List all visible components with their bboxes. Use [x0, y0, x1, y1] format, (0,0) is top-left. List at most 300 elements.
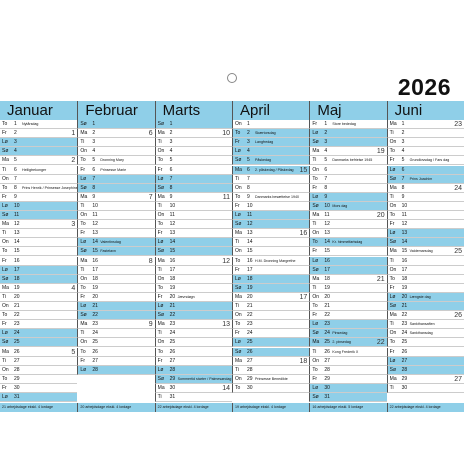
day-number: 8 [14, 184, 17, 191]
weekday-label: Sø [389, 175, 397, 182]
day-row [77, 320, 154, 329]
day-row [232, 275, 309, 284]
day-number: 19 [324, 284, 330, 291]
day-number: 5 [169, 157, 173, 164]
day-number: 1 [247, 121, 250, 127]
weekday-label: Ti [80, 266, 85, 273]
weekday-label: Sø [312, 139, 319, 146]
weekday-label: Ma [235, 166, 242, 173]
month-header: Februar [77, 101, 154, 120]
month-footer: 22 arbejdsdage ekskl. 4 lordage [155, 403, 232, 412]
day-number: 14 [324, 239, 330, 246]
weekday-label: Fr [389, 221, 395, 228]
day-number: 28 [169, 366, 176, 373]
day-number: 6 [14, 166, 17, 173]
day-number: 10 [401, 202, 408, 209]
day-row [309, 229, 386, 238]
weekday-label: Fr [312, 248, 318, 255]
day-row [309, 247, 386, 256]
day-number: 15 [324, 248, 330, 255]
month-footer: 20 arbejdsdage ekskl. 4 lordage [77, 403, 154, 412]
weekday-label: On [389, 330, 397, 337]
day-number: 27 [92, 357, 98, 364]
day-row [309, 275, 386, 284]
weekday-label: Fr [389, 284, 395, 291]
day-number: 24 [14, 330, 20, 337]
day-number: 22 [324, 312, 330, 319]
weekday-label: Sø [2, 212, 9, 218]
week-number: 5 [71, 348, 76, 356]
weekday-label: Sø [80, 184, 87, 191]
weekday-label: Ti [235, 239, 239, 246]
day-row [77, 184, 154, 193]
day-number: 20 [169, 293, 176, 300]
day-number: 6 [169, 166, 173, 173]
day-row [0, 166, 77, 175]
day-row [77, 357, 154, 366]
month-header: Maj [309, 101, 386, 120]
day-number: 23 [14, 321, 20, 328]
day-number: 8 [247, 184, 250, 191]
day-number: 13 [247, 230, 253, 237]
weekday-label: Ti [80, 202, 85, 209]
day-number: 29 [324, 375, 330, 382]
weekday-label: Ti [157, 266, 162, 273]
day-row [0, 375, 77, 384]
weekday-label: To [80, 348, 86, 355]
day-row [387, 156, 464, 165]
day-row [387, 166, 464, 175]
weekday-label: Lø [157, 239, 164, 246]
week-number: 17 [299, 293, 308, 301]
calendar-grid [0, 101, 464, 410]
day-number: 30 [401, 384, 408, 391]
weekday-label: To [235, 384, 241, 391]
weekday-label: Sø [389, 303, 397, 309]
weekday-label: Ma [389, 184, 397, 191]
weekday-label: Ti [157, 202, 162, 209]
weekday-label: Ma [389, 312, 397, 319]
day-number: 14 [401, 239, 408, 246]
day-note: Pinsedag [332, 331, 348, 336]
weekday-label: Sø [80, 312, 87, 319]
day-row [77, 238, 154, 247]
weekday-label: Sø [80, 121, 87, 127]
weekday-label: To [235, 321, 241, 328]
day-row [0, 329, 77, 338]
day-number: 26 [324, 348, 330, 355]
day-row [155, 202, 232, 211]
weekday-label: To [312, 175, 318, 182]
day-number: 15 [401, 248, 408, 255]
weekday-label: Ma [157, 193, 165, 200]
day-number: 18 [324, 275, 330, 282]
day-row [155, 238, 232, 247]
day-row [77, 193, 154, 202]
week-number: 26 [454, 312, 462, 320]
day-row [309, 129, 386, 138]
day-number: 27 [324, 357, 330, 364]
day-row [232, 202, 309, 211]
day-note: H.M. Dronning Margrethe [255, 258, 296, 263]
day-row [155, 329, 232, 338]
day-row [155, 284, 232, 293]
day-number: 22 [92, 312, 98, 319]
day-row [77, 220, 154, 229]
weekday-label: Ma [2, 221, 9, 228]
weekday-label: On [235, 121, 242, 127]
day-note: Kong Frederik X [332, 349, 359, 354]
day-row [155, 138, 232, 147]
day-number: 30 [14, 384, 20, 391]
day-number: 22 [169, 312, 176, 319]
day-row [309, 211, 386, 220]
weekday-label: Ti [389, 257, 394, 264]
day-row [387, 211, 464, 220]
day-number: 25 [401, 339, 408, 346]
day-row [309, 311, 386, 320]
week-number: 2 [71, 157, 76, 165]
day-row [77, 166, 154, 175]
weekday-label: Sø [157, 312, 165, 319]
day-note: Valentinsdag [100, 240, 121, 245]
day-row [309, 257, 386, 266]
day-number: 4 [324, 148, 328, 155]
day-row [309, 120, 386, 129]
weekday-label: To [2, 121, 8, 127]
weekday-label: Sø [157, 121, 165, 127]
day-row [309, 338, 386, 347]
day-number: 7 [14, 175, 17, 182]
weekday-label: To [157, 348, 163, 355]
day-number: 3 [401, 139, 405, 146]
weekday-label: Ma [312, 212, 320, 218]
day-row [309, 357, 386, 366]
weekday-label: Lø [312, 321, 319, 328]
week-number: 4 [71, 284, 76, 292]
week-number: 19 [376, 148, 385, 156]
day-number: 12 [169, 221, 176, 228]
day-note: Prins Henrik / Prinsesse Josephine [22, 185, 78, 190]
weekday-label: Ma [157, 384, 165, 391]
weekday-label: Fr [2, 193, 7, 200]
day-number: 5 [92, 157, 96, 164]
day-row [309, 375, 386, 384]
weekday-label: Ma [80, 193, 88, 200]
day-number: 17 [169, 266, 176, 273]
weekday-label: Ti [312, 348, 317, 355]
day-number: 1 [169, 121, 173, 127]
weekday-label: Fr [157, 166, 163, 173]
weekday-label: Ti [389, 321, 394, 328]
day-row [77, 293, 154, 302]
day-row [309, 184, 386, 193]
day-number: 27 [401, 357, 408, 364]
day-note: Danmarks besættelse 1940 [255, 194, 299, 199]
day-row [387, 284, 464, 293]
weekday-label: To [157, 221, 163, 228]
day-number: 3 [14, 139, 17, 146]
month-footer: 21 arbejdsdage ekskl. 4 lordage [0, 403, 77, 412]
day-note: Kr. himmelfartsdag [332, 240, 363, 245]
weekday-label: Fr [312, 312, 318, 319]
day-row [309, 293, 386, 302]
weekday-label: Ti [235, 303, 239, 309]
weekday-label: On [80, 148, 87, 155]
weekday-label: To [157, 284, 163, 291]
weekday-label: On [235, 248, 242, 255]
day-number: 27 [14, 357, 20, 364]
day-number: 13 [14, 230, 20, 237]
day-number: 31 [14, 394, 20, 400]
day-row [309, 193, 386, 202]
day-number: 19 [169, 284, 176, 291]
weekday-label: Ti [389, 130, 394, 137]
day-number: 15 [247, 248, 253, 255]
day-number: 22 [401, 312, 408, 319]
weekday-label: Fr [157, 357, 163, 364]
week-number: 22 [376, 339, 385, 347]
day-row [155, 384, 232, 393]
weekday-label: On [80, 275, 87, 282]
weekday-label: Fr [235, 202, 240, 209]
weekday-label: Sø [2, 148, 9, 155]
day-row [309, 266, 386, 275]
weekday-label: Lø [80, 303, 87, 309]
weekday-label: To [157, 157, 163, 164]
day-number: 29 [169, 375, 176, 382]
day-note: Danmarks befrielse 1945 [332, 158, 373, 163]
day-row [232, 302, 309, 311]
day-row [155, 257, 232, 266]
day-row [387, 384, 464, 393]
weekday-label: Ti [235, 175, 239, 182]
day-number: 11 [324, 212, 330, 218]
day-note: Jævndøgn [177, 294, 195, 299]
day-note: Længste dag [409, 294, 431, 299]
day-row [232, 384, 309, 393]
day-row [232, 211, 309, 220]
weekday-label: Sø [157, 375, 165, 382]
day-number: 13 [169, 230, 176, 237]
day-row [309, 166, 386, 175]
week-number: 23 [454, 121, 462, 128]
day-row [309, 320, 386, 329]
day-number: 22 [14, 312, 20, 319]
week-number: 9 [148, 321, 153, 329]
day-number: 1 [401, 121, 405, 127]
weekday-label: Sø [235, 348, 242, 355]
day-note: Sommertid starter / Palmesøndag [177, 376, 232, 381]
day-number: 27 [247, 357, 253, 364]
day-number: 23 [401, 321, 408, 328]
day-row [155, 275, 232, 284]
day-number: 3 [169, 139, 173, 146]
day-number: 4 [401, 148, 405, 155]
day-number: 20 [14, 293, 20, 300]
day-row [232, 184, 309, 193]
week-number: 21 [376, 275, 385, 283]
day-row [387, 129, 464, 138]
day-number: 5 [401, 157, 405, 164]
day-note: Grundlovsdag / Fars dag [409, 158, 450, 163]
day-row [0, 175, 77, 184]
day-row [232, 129, 309, 138]
week-number: 18 [299, 357, 308, 365]
week-number: 6 [148, 130, 153, 138]
weekday-label: Ti [2, 357, 6, 364]
month-header: Juni [387, 101, 464, 120]
weekday-label: Ma [235, 357, 242, 364]
day-number: 7 [169, 175, 173, 182]
day-row [0, 202, 77, 211]
day-number: 20 [247, 293, 253, 300]
day-row [77, 284, 154, 293]
month-header: Januar [0, 101, 77, 120]
weekday-label: To [2, 312, 8, 319]
day-number: 19 [14, 284, 20, 291]
weekday-label: Ti [157, 139, 162, 146]
weekday-label: On [2, 175, 9, 182]
day-number: 2 [401, 130, 405, 137]
day-number: 7 [92, 175, 96, 182]
weekday-label: Ma [389, 248, 397, 255]
day-number: 2 [92, 130, 96, 137]
day-number: 21 [247, 303, 253, 309]
day-row [77, 211, 154, 220]
day-number: 28 [14, 366, 20, 373]
day-row [155, 266, 232, 275]
day-row [387, 175, 464, 184]
day-number: 24 [169, 330, 176, 337]
weekday-label: Sø [389, 366, 397, 373]
weekday-label: To [389, 148, 395, 155]
day-row [155, 311, 232, 320]
day-row [77, 147, 154, 156]
weekday-label: Sø [157, 184, 165, 191]
month-header: April [232, 101, 309, 120]
day-row [232, 375, 309, 384]
day-row [387, 293, 464, 302]
weekday-label: Fr [157, 230, 163, 237]
month-footer: 16 arbejdsdage ekskl. 5 lordage [309, 403, 386, 412]
day-number: 18 [92, 275, 98, 282]
day-row [232, 229, 309, 238]
day-number: 6 [247, 166, 250, 173]
day-number: 14 [169, 239, 176, 246]
day-number: 15 [92, 248, 98, 255]
day-row [232, 348, 309, 357]
day-note: Fastelavn [100, 249, 116, 254]
day-row [387, 375, 464, 384]
day-row [0, 220, 77, 229]
day-number: 18 [401, 275, 408, 282]
weekday-label: On [2, 303, 9, 309]
day-row [387, 202, 464, 211]
weekday-label: Fr [235, 330, 240, 337]
day-number: 24 [92, 330, 98, 337]
day-number: 19 [401, 284, 408, 291]
day-row [232, 311, 309, 320]
day-row [155, 184, 232, 193]
day-row [77, 138, 154, 147]
weekday-label: Ti [312, 157, 317, 164]
day-number: 1 [324, 121, 328, 127]
week-number: 27 [454, 375, 462, 383]
weekday-label: Ma [312, 148, 320, 155]
weekday-label: Ma [157, 321, 165, 328]
day-row [155, 302, 232, 311]
day-number: 20 [324, 293, 330, 300]
weekday-label: Lø [2, 330, 8, 337]
day-row [155, 357, 232, 366]
day-number: 23 [169, 321, 176, 328]
day-number: 2 [14, 130, 17, 137]
day-note: Påskedag [255, 158, 271, 163]
day-row [387, 348, 464, 357]
day-number: 28 [401, 366, 408, 373]
day-row [155, 348, 232, 357]
day-number: 31 [324, 394, 330, 400]
day-number: 8 [169, 184, 173, 191]
day-row [0, 284, 77, 293]
weekday-label: On [235, 184, 242, 191]
day-number: 5 [14, 157, 17, 164]
weekday-label: Lø [235, 275, 241, 282]
calendar-year: 2026 [397, 74, 451, 100]
weekday-label: Ti [312, 221, 317, 228]
day-number: 12 [324, 221, 330, 228]
weekday-label: To [389, 212, 395, 218]
weekday-label: Lø [235, 148, 241, 155]
weekday-label: Sø [312, 202, 319, 209]
day-number: 18 [14, 275, 20, 282]
day-number: 6 [92, 166, 96, 173]
day-number: 25 [14, 339, 20, 346]
day-row [309, 393, 386, 402]
day-row [309, 156, 386, 165]
day-row [77, 156, 154, 165]
day-note: Prinsesse Benedikte [255, 376, 288, 381]
weekday-label: Fr [235, 139, 240, 146]
weekday-label: Lø [235, 339, 241, 346]
weekday-label: Fr [157, 293, 163, 300]
day-note: Prins Joachim [409, 176, 433, 181]
day-number: 9 [401, 193, 405, 200]
day-row [0, 184, 77, 193]
day-row [0, 129, 77, 138]
weekday-label: Ti [2, 230, 6, 237]
day-number: 13 [92, 230, 98, 237]
week-number: 1 [71, 130, 76, 138]
weekday-label: Fr [80, 357, 86, 364]
week-number: 11 [222, 193, 230, 201]
day-row [387, 120, 464, 129]
day-number: 25 [324, 339, 330, 346]
weekday-label: Fr [2, 257, 7, 264]
day-number: 9 [169, 193, 173, 200]
day-number: 19 [92, 284, 98, 291]
day-number: 16 [92, 257, 98, 264]
day-number: 28 [247, 366, 253, 373]
weekday-label: Ti [389, 384, 394, 391]
weekday-label: On [80, 212, 87, 218]
day-number: 15 [14, 248, 20, 255]
day-row [387, 147, 464, 156]
day-number: 26 [92, 348, 98, 355]
weekday-label: Ma [389, 121, 397, 127]
weekday-label: Ti [312, 284, 317, 291]
